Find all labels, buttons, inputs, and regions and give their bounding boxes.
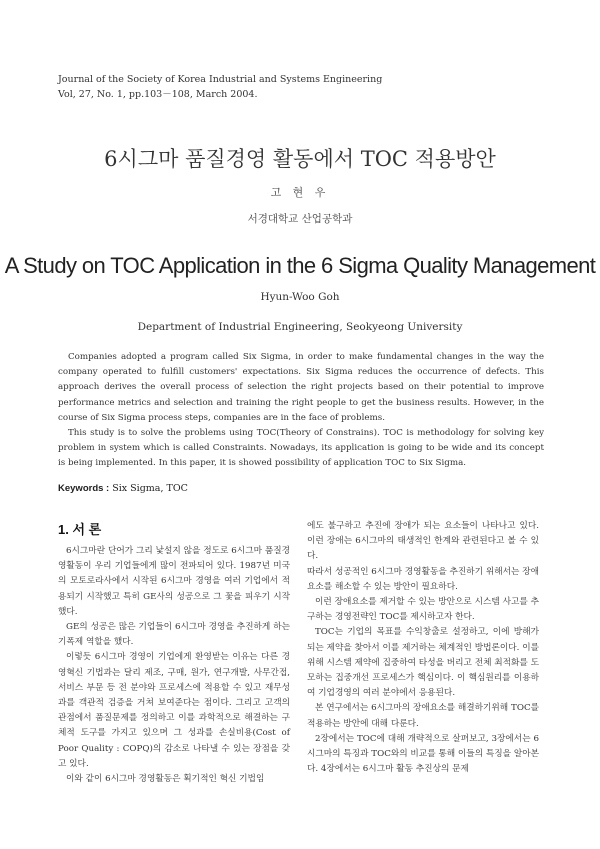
- body-paragraph: 본 연구에서는 6시그마의 장애요소를 해결하기위해 TOC를 적용하는 방안에 대해 다룬다.: [307, 703, 539, 729]
- journal-reference: [58, 72, 382, 102]
- body-column-left: [58, 544, 290, 787]
- journal-name: Journal of the Society of Korea Industrial and Systems Engineering: [58, 74, 383, 85]
- english-affiliation: Department of Industrial Engineering, Seokyeong University: [137, 321, 463, 333]
- english-author: Hyun-Woo Goh: [260, 291, 340, 303]
- abstract-paragraph-2: This study is to solve the problems using TOC(Theory of Constrains). TOC is methodology for solving key problem in system which is called Constraints. Nowadays, its application is going to be wide and its concept is being implemented. In this paper, it is showed possibility of application TOC to Six Sigma.: [58, 428, 544, 469]
- keywords-label: Keywords :: [58, 483, 110, 494]
- body-paragraph: TOC는 기업의 목표를 수익창출로 설정하고, 이에 방해가 되는 제약을 찾아서 이를 제거하는 체계적인 방법론이다. 이를 위해 시스템 제약에 집중하여 타성을 버리고 전체 최적화를 도모하는 집중개선 프로세스가 핵심이다. 이 핵심원리를 이용하여 기업경영의 여러 분야에서 응용된다.: [307, 627, 539, 699]
- section-heading-introduction: 1. 서 론: [58, 522, 102, 537]
- english-title: A Study on TOC Application in the 6 Sigma Quality Management: [4, 253, 596, 278]
- body-paragraph: 에도 불구하고 추진에 장애가 되는 요소들이 나타나고 있다. 이런 장애는 6시그마의 태생적인 한계와 관련된다고 볼 수 있다.: [307, 521, 539, 562]
- abstract: [58, 350, 544, 472]
- abstract-paragraph-1: Companies adopted a program called Six Sigma, in order to make fundamental changes in the way the company operated to fulfill customers' expectations. Six Sigma reduces the occurrence of defects. This approach derives the overall process of selection the right projects based on their potential to improve performance metrics and selection and training the right people to get the business results. However, in the course of Six Sigma process steps, companies are in the face of problems.: [58, 352, 544, 423]
- body-paragraph: 2장에서는 TOC에 대해 개략적으로 살펴보고, 3장에서는 6시그마의 특징과 TOC와의 비교를 통해 이들의 특징을 알아본다. 4장에서는 6시그마 활동 추진상의 문제: [307, 733, 539, 775]
- body-paragraph: 6시그마란 단어가 그리 낯설지 않을 정도로 6시그마 품질경영활동이 우리 기업들에게 많이 전파되어 있다. 1987년 미국의 모토로라사에서 시작된 6시그마 경영을 여러 기업에서 적용되기 시작했고 특히 GE사의 성공으로 그 꽃을 피우기 시작했다.: [58, 546, 290, 617]
- keywords-value: Six Sigma, TOC: [109, 483, 188, 494]
- korean-author: 고 현 우: [270, 186, 330, 199]
- body-paragraph: 따라서 성공적인 6시그마 경영활동을 추진하기 위해서는 장애요소를 해소할 수 있는 방안이 필요하다.: [307, 566, 539, 592]
- body-paragraph: 이렇듯 6시그마 경영이 기업에게 환영받는 이유는 다른 경영혁신 기법과는 달리 제조, 구매, 원가, 연구개발, 사무간접, 서비스 부문 등 전 분야와 프로세스에 적용할 수 있고 재무성과를 객관적 검증을 거쳐 보여준다는 점이다. 그리고 고객의 관점에서 품질문제를 정의하고 이를 과학적으로 해결하는 구체적 도구를 가지고 있으며 그 성과를 손실비용(Cost of Poor Quality : COPQ)의 감소로 나타낼 수 있는 장점을 갖고 있다.: [58, 652, 290, 769]
- korean-affiliation: 서경대학교 산업공학과: [247, 213, 353, 225]
- body-paragraph: 이런 장애요소를 제거할 수 있는 방안으로 시스템 사고를 추구하는 경영전략인 TOC를 제시하고자 한다.: [307, 597, 539, 623]
- korean-title: 6시그마 품질경영 활동에서 TOC 적용방안: [104, 147, 496, 171]
- keywords: [58, 483, 188, 494]
- journal-volume: Vol, 27, No. 1, pp.103－108, March 2004.: [58, 89, 258, 100]
- body-paragraph: GE의 성공은 많은 기업들이 6시그마 경영을 추진하게 하는 기폭제 역할을 했다.: [58, 622, 290, 648]
- body-column-right: [307, 519, 539, 777]
- body-paragraph: 이와 같이 6시그마 경영활동은 획기적인 혁신 기법임: [66, 774, 265, 785]
